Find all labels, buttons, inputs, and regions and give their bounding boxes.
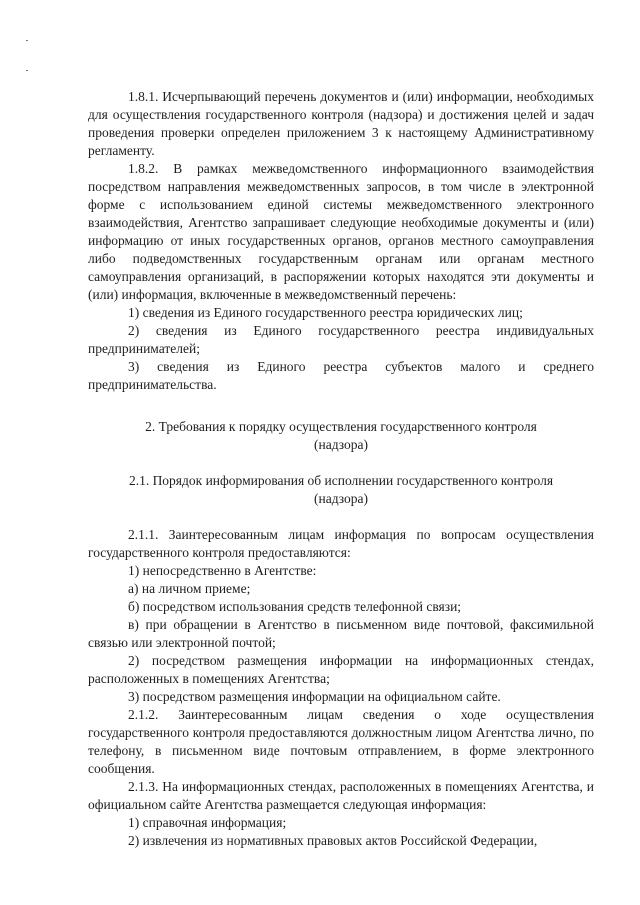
list-item: 3) сведения из Единого реестра субъектов малого и среднего предпринимательства. [88,359,594,392]
list-item: 3) посредством размещения информации на официальном сайте. [128,689,501,704]
paragraph-2-1-3: 2.1.3. На информационных стендах, расположенных в помещениях Агентства, и официальном сайте Агентства размещается следующая информация: [88,779,594,812]
list-item: 1) сведения из Единого государственного реестра юридических лиц; [128,305,523,320]
section-2-1-2 [88,706,594,778]
list-item: б) посредством использования средств телефонной связи; [128,599,462,614]
heading-section-2 [88,418,594,454]
heading-line: (надзора) [314,491,368,506]
list-item: в) при обращении в Агентство в письменном виде почтовой, факсимильной связью или электронной почтой; [88,617,594,650]
heading-line: 2.1. Порядок информирования об исполнении государственного контроля [128,473,554,488]
heading-section-2-1 [80,472,602,508]
list-item: 2) извлечения из нормативных правовых актов Российской Федерации, [128,833,538,848]
list-item: 2) сведения из Единого государственного реестра индивидуальных предпринимателей; [88,323,594,356]
paragraph-2-1-1: 2.1.1. Заинтересованным лицам информация по вопросам осуществления государственного контроля предоставляются: [88,527,594,560]
section-2-1-3 [88,778,594,850]
list-item: 1) непосредственно в Агентстве: [128,563,317,578]
section-1-8-2 [88,160,594,394]
scan-artifact [26,40,28,41]
heading-line: 2. Требования к порядку осуществления государственного контроля [145,419,537,434]
section-2-1-1 [88,526,594,706]
list-item: а) на личном приеме; [128,581,251,596]
paragraph-1-8-2: 1.8.2. В рамках межведомственного информационного взаимодействия посредством направления межведомственных запросов, в том числе в электронной форме с использованием единой системы межведомственного электронного взаимодействия, Агентство запрашивает следующие необходимые документы и (или) информацию от иных государственных органов, органов местного самоуправления либо подведомственных государственным органам или органам местного самоуправления организаций, в распоряжении которых находятся эти документы и (или) информация, включенные в межведомственный перечень: [88,161,594,302]
list-item: 1) справочная информация; [128,815,287,830]
list-item: 2) посредством размещения информации на информационных стендах, расположенных в помещениях Агентства; [88,653,594,686]
section-1-8-1 [88,88,594,160]
paragraph-1-8-1: 1.8.1. Исчерпывающий перечень документов и (или) информации, необходимых для осуществления государственного контроля (надзора) и достижения целей и задач проведения проверки определен приложением 3 к настоящему Административному регламенту. [88,89,594,158]
paragraph-2-1-2: 2.1.2. Заинтересованным лицам сведения о ходе осуществления государственного контроля предоставляются должностным лицом Агентства лично, по телефону, в письменном виде почтовым отправлением, в форме электронного сообщения. [88,707,594,776]
heading-line: (надзора) [314,437,368,452]
scan-artifact [26,70,28,71]
